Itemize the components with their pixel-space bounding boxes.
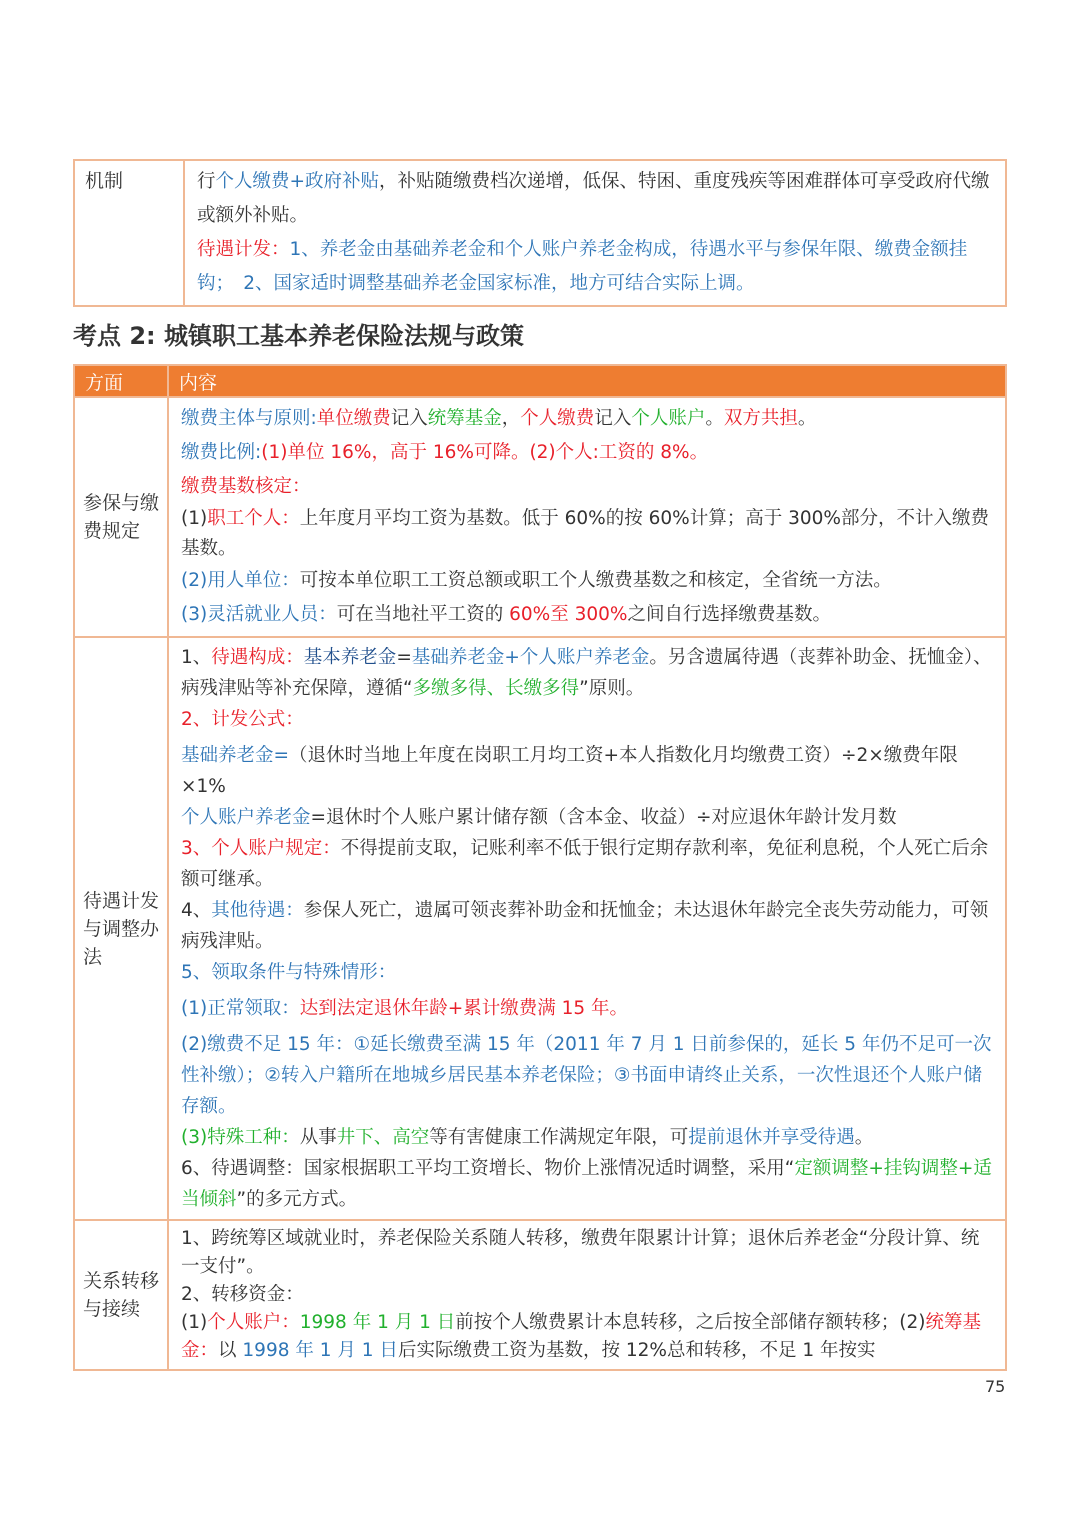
text-segment: （退休时当地上年度在岗职工月均工资+本人指数化月均缴费工资）÷2×缴费年限×1% — [181, 745, 958, 797]
text-segment: 基础养老金= — [181, 745, 290, 766]
text-segment: (2)用人单位： — [181, 570, 300, 591]
top-table-line — [197, 165, 993, 233]
text-segment: (1) — [181, 508, 208, 529]
text-segment: 。另含遗属待遇（丧葬补助金、抚恤金）、病残津贴等补充保障，遵循“ — [181, 647, 992, 699]
content-paragraph — [181, 1122, 995, 1153]
header-content: 内容 — [168, 365, 1006, 397]
text-segment: =退休时个人账户累计储存额（含本金、收益）÷对应退休年龄计发月数 — [310, 807, 897, 828]
text-segment: 。 — [854, 1127, 874, 1148]
text-segment: (3)特殊工种： — [181, 1127, 300, 1148]
top-table-content — [184, 160, 1006, 306]
text-segment: 单位缴费 — [316, 408, 391, 429]
table-row — [74, 397, 1006, 637]
text-segment: ， — [501, 408, 521, 429]
content-paragraph — [181, 598, 995, 632]
text-segment: ”的多元方式。 — [236, 1189, 358, 1210]
text-segment: 上年度月平均工资为基数。低于 60%的按 60%计算；高于 300%部分，不计入缴费基数。 — [181, 508, 990, 559]
header-aspect: 方面 — [74, 365, 168, 397]
text-segment: 5、领取条件与特殊情形： — [181, 962, 397, 983]
text-segment: 2、转移资金： — [181, 1284, 304, 1305]
text-segment: 可在当地社平工资的 — [336, 604, 510, 625]
text-segment: (1)正常领取： — [181, 998, 300, 1019]
text-segment: 个人账户养老金 — [181, 807, 311, 828]
text-segment: 待遇构成： — [211, 647, 304, 668]
text-segment: (1)单位 16%，高于 16%可降。(2)个人:工资的 8%。 — [261, 442, 709, 463]
content-paragraph — [181, 436, 995, 470]
text-segment: 个人缴费+政府补贴 — [215, 171, 380, 192]
text-segment: 前按个人缴费累计本息转移，之后按全部储存额转移；(2) — [455, 1312, 926, 1333]
main-table — [73, 364, 1007, 1371]
text-segment: (1) — [181, 1312, 208, 1333]
row-content — [168, 637, 1006, 1220]
text-segment: 。 — [705, 408, 724, 429]
text-segment: 统筹基金： — [181, 1312, 981, 1361]
table-row — [74, 637, 1006, 1220]
text-segment: 定额调整+挂钩调整+适当倾斜 — [181, 1158, 992, 1210]
text-segment: 缴费比例: — [181, 442, 262, 463]
content-paragraph — [181, 642, 995, 704]
content-paragraph — [181, 802, 995, 833]
text-segment: ”原则。 — [579, 678, 645, 699]
text-segment: ，补贴随缴费档次递增，低保、特困、重度残疾等困难群体可享受政府代缴或额外补贴。 — [197, 171, 990, 226]
top-table-line — [197, 233, 993, 301]
text-segment: 双方共担 — [723, 408, 798, 429]
text-segment: = — [396, 647, 412, 668]
content-paragraph — [181, 470, 995, 504]
text-segment: 后实际缴费工资为基数，按 12%总和转移，不足 1 年按实 — [397, 1340, 876, 1361]
content-paragraph — [181, 993, 995, 1024]
text-segment: (3)灵活就业人员： — [181, 604, 337, 625]
text-segment: 可按本单位职工工资总额或职工个人缴费基数之和核定，全省统一方法。 — [299, 570, 892, 591]
content-paragraph — [181, 740, 995, 802]
text-segment: 缴费主体与原则: — [181, 408, 317, 429]
text-segment: 。 — [797, 408, 817, 429]
text-segment: 基础养老金+个人账户养老金 — [411, 647, 650, 668]
text-segment: 从事 — [299, 1127, 337, 1148]
text-segment: 其他待遇： — [211, 900, 304, 921]
row-content — [168, 1220, 1006, 1370]
text-segment: 2、计发公式： — [181, 709, 304, 730]
content-paragraph — [181, 1153, 995, 1215]
text-segment: 6、待遇调整：国家根据职工平均工资增长、物价上涨情况适时调整，采用“ — [181, 1158, 795, 1179]
text-segment: 职工个人： — [207, 508, 300, 529]
content-paragraph — [181, 1309, 995, 1365]
content-paragraph — [181, 504, 995, 564]
text-segment: 1、 — [181, 647, 212, 668]
text-segment: (2)缴费不足 15 年：①延长缴费至满 15 年（2011 年 7 月 1 日前参保的，延长 5 年仍不足可一次性补缴）；②转入户籍所在地城乡居民基本养老保险；③书面申请终止关系，一次性退还个人账户储存额。 — [181, 1034, 992, 1117]
table-header-row — [74, 365, 1006, 397]
text-segment: 缴费基数核定： — [181, 476, 311, 497]
text-segment: 统筹基金 — [427, 408, 502, 429]
content-paragraph — [181, 895, 995, 957]
text-segment: 等有害健康工作满规定年限，可 — [429, 1127, 689, 1148]
text-segment: 60%至 300% — [509, 604, 628, 625]
text-segment: 3、个人账户规定： — [181, 838, 341, 859]
text-segment: 井下、高空 — [336, 1127, 430, 1148]
content-paragraph — [181, 1029, 995, 1122]
row-content — [168, 397, 1006, 637]
content-paragraph — [181, 1281, 995, 1309]
text-segment: 1、养老金由基础养老金和个人账户养老金构成，待遇水平与参保年限、缴费金额挂钩； 2、国家适时调整基础养老金国家标准，地方可结合实际上调。 — [197, 239, 968, 294]
text-segment: 1998 年 1 月 1 日 — [242, 1340, 398, 1361]
text-segment: 以 — [218, 1340, 243, 1361]
text-segment: 个人账户： — [207, 1312, 300, 1333]
content-paragraph — [181, 564, 995, 598]
row-label: 待遇计发与调整办法 — [74, 637, 168, 1220]
text-segment: 1998 年 1 月 1 日 — [299, 1312, 456, 1333]
row-label: 关系转移与接续 — [74, 1220, 168, 1370]
top-table — [73, 159, 1007, 307]
page-number: 75 — [985, 1377, 1006, 1396]
text-segment: 提前退休并享受待遇 — [688, 1127, 855, 1148]
text-segment: 个人账户 — [631, 408, 706, 429]
table-row — [74, 1220, 1006, 1370]
text-segment: 行 — [197, 171, 216, 192]
text-segment: 记入 — [594, 408, 632, 429]
top-table-label: 机制 — [74, 160, 184, 306]
text-segment: 4、 — [181, 900, 212, 921]
content-paragraph — [181, 704, 995, 735]
text-segment: 参保人死亡，遗属可领丧葬补助金和抚恤金；未达退休年龄完全丧失劳动能力，可领病残津贴。 — [181, 900, 989, 952]
text-segment: 待遇计发： — [197, 239, 290, 260]
content-paragraph — [181, 402, 995, 436]
content-paragraph — [181, 957, 995, 988]
row-label: 参保与缴费规定 — [74, 397, 168, 637]
text-segment: 个人缴费 — [520, 408, 595, 429]
text-segment: 多缴多得、长缴多得 — [412, 678, 580, 699]
text-segment: 之间自行选择缴费基数。 — [627, 604, 832, 625]
section-title: 考点 2: 城镇职工基本养老保险法规与政策 — [73, 322, 525, 350]
text-segment: 基本养老金 — [303, 647, 397, 668]
text-segment: 达到法定退休年龄+累计缴费满 15 年。 — [299, 998, 629, 1019]
content-paragraph — [181, 1225, 995, 1281]
content-paragraph — [181, 833, 995, 895]
text-segment: 记入 — [390, 408, 428, 429]
text-segment: 1、跨统筹区域就业时，养老保险关系随人转移，缴费年限累计计算；退休后养老金“分段计算、统一支付”。 — [181, 1228, 980, 1277]
text-segment: 不得提前支取，记账利率不低于银行定期存款利率，免征利息税，个人死亡后余额可继承。 — [181, 838, 989, 890]
